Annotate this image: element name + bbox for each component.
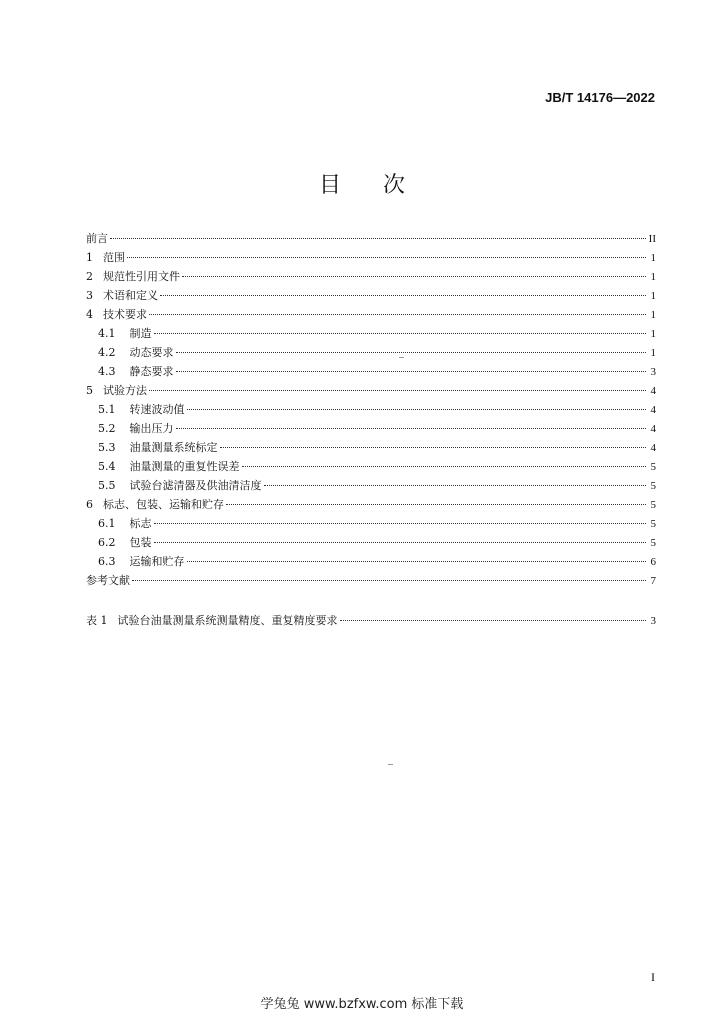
- toc-entry[interactable]: [86, 514, 656, 533]
- toc-entry-title: 试验方法: [103, 384, 147, 397]
- footer-watermark: 学兔兔 www.bzfxw.com 标准下载: [260, 997, 464, 1012]
- dot-leader: [340, 620, 647, 621]
- toc-entry[interactable]: [86, 286, 656, 305]
- toc-entry-title: 制造: [129, 327, 152, 340]
- toc-entry-number: 6.3: [98, 555, 116, 568]
- toc-entry-title: 输出压力: [129, 422, 174, 435]
- toc-entry-number: 5.5: [98, 479, 116, 492]
- toc-entry-number: 2: [86, 270, 93, 283]
- table-list-entry-number: 表 1: [86, 614, 108, 627]
- toc-entry[interactable]: [86, 533, 656, 552]
- toc-entry[interactable]: [86, 571, 656, 590]
- toc-entry-page: 1: [650, 309, 656, 321]
- toc-entry[interactable]: [86, 381, 656, 400]
- dot-leader: [154, 523, 647, 524]
- toc-entry[interactable]: [86, 552, 656, 571]
- toc-entry-number: 5.2: [98, 422, 116, 435]
- toc-entry[interactable]: [86, 438, 656, 457]
- toc-entry[interactable]: [86, 362, 656, 381]
- toc-entry[interactable]: [86, 305, 656, 324]
- dot-leader: [242, 466, 647, 467]
- toc-entry-page: 4: [650, 442, 656, 454]
- toc-entry[interactable]: [86, 476, 656, 495]
- toc-entry-title: 运输和贮存: [129, 555, 185, 568]
- dot-leader: [176, 352, 647, 353]
- toc-entry-title: 规范性引用文件: [103, 270, 180, 283]
- dot-leader: [160, 295, 646, 296]
- toc-entry-title: 动态要求: [129, 346, 174, 359]
- toc-entry-title: 范围: [103, 251, 125, 264]
- toc-entry[interactable]: [86, 400, 656, 419]
- toc-entry-number: 4: [86, 308, 93, 321]
- toc-entry-page: 4: [650, 404, 656, 416]
- dot-leader: [264, 485, 647, 486]
- dot-leader: [127, 257, 646, 258]
- toc-entry-page: 5: [650, 537, 656, 549]
- dot-leader: [154, 542, 647, 543]
- dot-leader: [187, 409, 647, 410]
- toc-entry-number: 5.3: [98, 441, 116, 454]
- toc-entry-number: 6: [86, 498, 93, 511]
- dot-leader: [176, 428, 647, 429]
- toc-entry-title: 试验台滤清器及供油清洁度: [129, 479, 262, 492]
- toc-entry-title: 转速波动值: [129, 403, 185, 416]
- toc-entry-page: 6: [650, 556, 656, 568]
- toc-entry-page: 1: [650, 290, 656, 302]
- dot-leader: [182, 276, 646, 277]
- toc-entry[interactable]: [86, 419, 656, 438]
- table-list-entry[interactable]: [86, 611, 656, 630]
- toc-entry[interactable]: [86, 495, 656, 514]
- toc-entry[interactable]: [86, 267, 656, 286]
- toc-entry-page: 1: [650, 252, 656, 264]
- toc-entry-title: 标志: [129, 517, 152, 530]
- toc-entry-number: 5: [86, 384, 93, 397]
- toc-entry-title: 静态要求: [129, 365, 174, 378]
- toc-entry-title: 包装: [129, 536, 152, 549]
- dot-leader: [132, 580, 646, 581]
- dot-leader: [110, 238, 646, 239]
- toc-entry-page: 5: [650, 499, 656, 511]
- toc-entry-number: 4.2: [98, 346, 116, 359]
- dot-leader: [149, 314, 646, 315]
- toc-entry-page: 5: [650, 518, 656, 530]
- toc-entry[interactable]: [86, 324, 656, 343]
- toc-entry[interactable]: [86, 343, 656, 362]
- toc-entry-page: 4: [650, 385, 656, 397]
- toc-entry-page: 5: [650, 480, 656, 492]
- toc-entry[interactable]: [86, 457, 656, 476]
- toc-entry-number: 4.3: [98, 365, 116, 378]
- toc-entry-title: 术语和定义: [103, 289, 158, 302]
- toc-entry[interactable]: [86, 248, 656, 267]
- dot-leader: [226, 504, 646, 505]
- toc-entry-title: 油量测量系统标定: [129, 441, 218, 454]
- toc-entry-title: 标志、包装、运输和贮存: [103, 498, 224, 511]
- toc-entry-page: 5: [650, 461, 656, 473]
- scan-mark: [399, 357, 404, 358]
- toc-entry-number: 4.1: [98, 327, 116, 340]
- toc-entry-page: 1: [650, 271, 656, 283]
- scan-mark: [388, 764, 393, 765]
- toc-entry-page: 7: [650, 575, 656, 587]
- dot-leader: [154, 333, 647, 334]
- toc-entry-number: 3: [86, 289, 93, 302]
- toc-entry-page: 1: [650, 328, 656, 340]
- toc-entry-page: 3: [650, 366, 656, 378]
- standard-number: JB/T 14176—2022: [545, 90, 655, 105]
- toc-entry-title: 技术要求: [103, 308, 147, 321]
- toc-entry-title: 前言: [86, 232, 108, 245]
- toc-entry-page: II: [648, 233, 656, 245]
- toc-entry-number: 6.2: [98, 536, 116, 549]
- toc-entry-number: 5.4: [98, 460, 116, 473]
- toc-entry-number: 6.1: [98, 517, 116, 530]
- toc-entry-title: 油量测量的重复性误差: [129, 460, 240, 473]
- table-list-entry-title: 试验台油量测量系统测量精度、重复精度要求: [117, 614, 338, 627]
- table-list-entry-page: 3: [650, 615, 656, 627]
- toc-entry-number: 1: [86, 251, 93, 264]
- toc-entry[interactable]: [86, 229, 656, 248]
- toc-entry-title: 参考文献: [86, 574, 130, 587]
- dot-leader: [149, 390, 646, 391]
- page-number: I: [651, 970, 655, 984]
- table-of-contents: [86, 229, 656, 590]
- dot-leader: [220, 447, 647, 448]
- dot-leader: [187, 561, 647, 562]
- page-title: 目次: [318, 173, 447, 198]
- dot-leader: [176, 371, 647, 372]
- toc-entry-number: 5.1: [98, 403, 116, 416]
- toc-entry-page: 1: [650, 347, 656, 359]
- toc-entry-page: 4: [650, 423, 656, 435]
- list-of-tables: [86, 611, 656, 630]
